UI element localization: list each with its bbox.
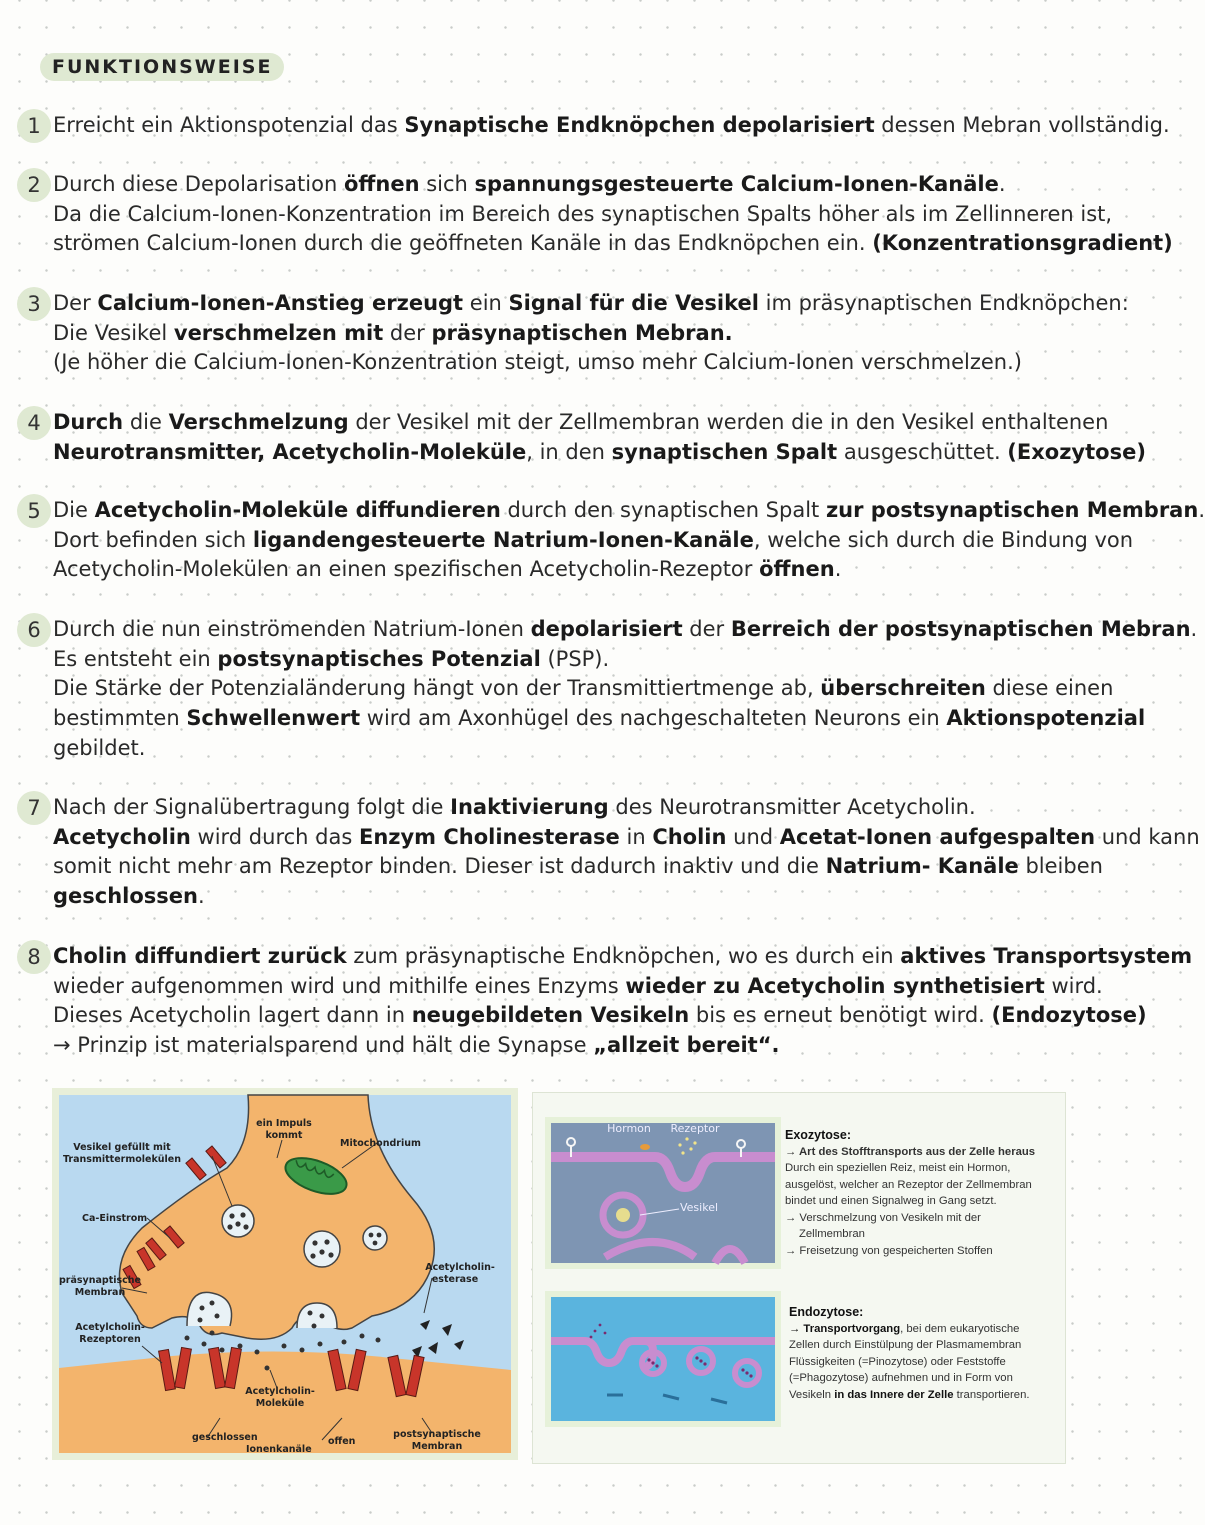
step-number: 7: [17, 791, 51, 825]
hormone-icon: [640, 1144, 650, 1150]
label-postsynaptische-membran: postsynaptische Membran: [393, 1429, 481, 1452]
label-ionenkanaele: Ionenkanäle: [246, 1444, 312, 1455]
text-line: Acetycholin wird durch das Enzym Cholinesterase in Cholin und Acetat-Ionen aufgespalten und kann: [53, 824, 1200, 849]
text-line: wieder aufgenommen wird und mithilfe eines Enzyms wieder zu Acetycholin synthetisiert wird.: [53, 973, 1103, 998]
text-line: Erreicht ein Aktionspotenzial das Synaptische Endknöpchen depolarisiert dessen Mebran vollständig.: [53, 113, 1170, 137]
step-number: 8: [17, 940, 51, 974]
text-line: Die Stärke der Potenzialänderung hängt von der Transmittiertmenge ab, überschreiten diese einen: [53, 676, 1114, 701]
text-line: Die Acetycholin-Moleküle diffundieren durch den synaptischen Spalt zur postsynaptischen Membran.: [53, 498, 1205, 522]
label-mitochondrium: Mitochondrium: [340, 1138, 421, 1149]
text-line: Die Vesikel verschmelzen mit der präsynaptischen Mebran.: [53, 320, 733, 345]
synapse-svg: [52, 1088, 518, 1460]
step-paragraph: [53, 615, 1198, 764]
transport-figure: [532, 1092, 1066, 1464]
vesicle: [222, 1205, 254, 1237]
step-paragraph: [53, 408, 1146, 467]
text-line: Dieses Acetycholin lagert dann in neugebildeten Vesikeln bis es erneut benötigt wird. (Endozytose): [53, 1003, 1147, 1028]
label-ca-einstrom: Ca-Einstrom: [82, 1213, 148, 1224]
endocytosis-image: [545, 1291, 781, 1427]
step-number: 5: [17, 494, 51, 528]
text-line: bestimmten Schwellenwert wird am Axonhügel des nachgeschalteten Neurons ein Aktionspotenzial: [53, 706, 1146, 731]
text-line: somit nicht mehr am Rezeptor binden. Dieser ist dadurch inaktiv und die Natrium- Kanäle bleiben: [53, 854, 1103, 879]
label-rezeptoren: Acetylcholin-Rezeptoren: [75, 1322, 145, 1345]
step-paragraph: [53, 111, 1170, 141]
vesicle: [363, 1226, 387, 1250]
label-praesynaptische-membran: präsynaptische Membran: [58, 1275, 142, 1298]
text-line: geschlossen.: [53, 884, 205, 909]
text-line: Neurotransmitter, Acetycholin-Moleküle, in den synaptischen Spalt ausgeschüttet. (Exozytose): [53, 439, 1146, 464]
text-line: gebildet.: [53, 735, 146, 760]
label-hormon: Hormon: [607, 1122, 651, 1135]
vesicle: [304, 1231, 340, 1267]
text-line: Der Calcium-Ionen-Anstieg erzeugt ein Signal für die Vesikel im präsynaptischen Endknöpchen:: [53, 291, 1129, 315]
label-molekuele: Acetylcholin-Moleküle: [245, 1386, 315, 1409]
text-line: (Je höher die Calcium-Ionen-Konzentration steigt, umso mehr Calcium-Ionen verschmelzen.): [53, 350, 1022, 375]
text-line: Durch diese Depolarisation öffnen sich spannungsgesteuerte Calcium-Ionen-Kanäle.: [53, 172, 1006, 196]
page-title: FUNKTIONSWEISE: [40, 53, 284, 81]
text-line: Nach der Signalübertragung folgt die Inaktivierung des Neurotransmitter Acetycholin.: [53, 795, 976, 819]
label-rezeptor: Rezeptor: [670, 1122, 720, 1135]
label-impuls: ein Impuls kommt: [256, 1118, 312, 1141]
step-paragraph: [53, 496, 1205, 585]
text-line: Durch die Verschmelzung der Vesikel mit der Zellmembran werden die in den Vesikel enthaltenen: [53, 410, 1109, 434]
text-line: strömen Calcium-Ionen durch die geöffneten Kanäle in das Endknöpchen ein. (Konzentrationsgradient): [53, 231, 1173, 256]
step-number: 4: [17, 406, 51, 440]
label-vesikel: Vesikel gefüllt mit Transmittermolekülen: [63, 1142, 181, 1165]
synapse-diagram: [52, 1088, 518, 1460]
step-paragraph: [53, 289, 1129, 378]
step-paragraph: [53, 793, 1200, 912]
text-line: Dort befinden sich ligandengesteuerte Natrium-Ionen-Kanäle, welche sich durch die Bindung von: [53, 527, 1134, 552]
step-number: 6: [17, 613, 51, 647]
step-number: 3: [17, 287, 51, 321]
text-line: → Prinzip ist materialsparend und hält die Synapse „allzeit bereit“.: [53, 1033, 780, 1058]
text-line: Cholin diffundiert zurück zum präsynaptische Endknöpchen, wo es durch ein aktives Transportsystem: [53, 944, 1193, 968]
step-paragraph: [53, 170, 1173, 259]
step-paragraph: [53, 942, 1193, 1061]
text-line: Es entsteht ein postsynaptisches Potenzial (PSP).: [53, 646, 610, 671]
label-geschlossen: geschlossen: [192, 1432, 258, 1443]
label-offen: offen: [328, 1436, 356, 1447]
label-esterase: Acetylcholin-esterase: [425, 1262, 495, 1285]
step-number: 1: [17, 109, 51, 143]
step-number: 2: [17, 168, 51, 202]
label-vesikel: Vesikel: [679, 1201, 719, 1214]
exocytosis-image: [545, 1117, 781, 1269]
endocytosis-text: Endozytose: → Transportvorgang, bei dem eukaryotische Zellen durch Einstülpung der Plasmamembran Flüssigkeiten (=Pinozytose) oder Feststoffe (=Phagozytose) aufnehmen und in Form von Vesikeln in das Innere der Zelle transportieren.: [789, 1305, 1030, 1401]
text-line: Durch die nun einströmenden Natrium-Ionen depolarisiert der Berreich der postsynaptischen Mebran.: [53, 617, 1198, 641]
text-line: Acetycholin-Molekülen an einen spezifischen Acetycholin-Rezeptor öffnen.: [53, 557, 842, 582]
exocytosis-text: Exozytose: → Art des Stofftransports aus der Zelle heraus Durch ein speziellen Reiz, meist ein Hormon, ausgelöst, welcher an Rezeptor der Zellmembran bindet und einen Signalweg in Gang setzt. → Verschmelzung von Vesikeln mit der Zellmembran → Freisetzung von gespeicherten Stoffen: [785, 1128, 1036, 1257]
text-line: Da die Calcium-Ionen-Konzentration im Bereich des synaptischen Spalts höher als im Zellinneren ist,: [53, 201, 1113, 226]
